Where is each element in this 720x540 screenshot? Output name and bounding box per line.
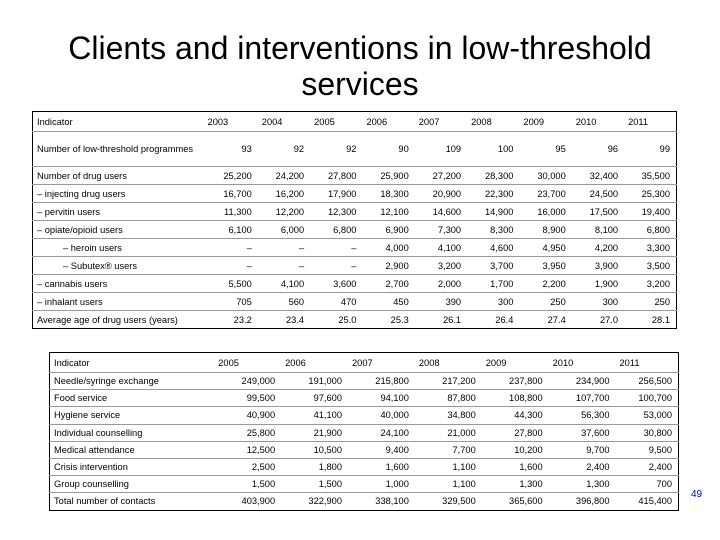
row-label: – cannabis users: [33, 275, 204, 293]
cell-value: 24,500: [572, 185, 624, 203]
header-year: 2011: [616, 353, 679, 373]
cell-value: 1,500: [281, 476, 348, 493]
table-row: [33, 293, 677, 311]
cell-value: 14,600: [415, 203, 467, 221]
header-row: [50, 353, 679, 373]
cell-value: 396,800: [575, 496, 610, 507]
cell-value: 6,800: [624, 221, 676, 239]
clients-table: [32, 111, 677, 329]
cell-value: 22,300: [467, 185, 519, 203]
header-row: [33, 112, 677, 132]
header-indicator: Indicator: [33, 112, 204, 132]
header-indicator: Indicator: [50, 353, 215, 373]
cell-value: 10,200: [482, 441, 549, 458]
row-label: Total number of contacts: [54, 496, 156, 507]
cell-value: 108,800: [482, 390, 549, 407]
cell-value: 6,900: [362, 221, 414, 239]
row-label: Medical attendance: [50, 441, 215, 458]
cell-value: 4,200: [572, 239, 624, 257]
cell-value: 17,500: [572, 203, 624, 221]
cell-value: 4,600: [467, 239, 519, 257]
cell-value: 53,000: [616, 407, 679, 424]
table-row: [33, 185, 677, 203]
row-label: Food service: [50, 390, 215, 407]
header-year: 2009: [519, 112, 571, 132]
cell-value: 14,900: [467, 203, 519, 221]
cell-value: 40,000: [348, 407, 415, 424]
cell-value: 23.2: [233, 314, 252, 325]
cell-value: 16,700: [204, 185, 258, 203]
cell-value: 8,100: [572, 221, 624, 239]
cell-value: 1,000: [348, 476, 415, 493]
cell-value: 100,700: [616, 390, 679, 407]
cell-value: 8,900: [519, 221, 571, 239]
cell-value: 23.4: [286, 314, 305, 325]
cell-value: 2,000: [415, 275, 467, 293]
cell-value: 21,000: [415, 424, 482, 441]
cell-value: 9,700: [549, 441, 616, 458]
table-row: [33, 167, 677, 185]
cell-value: 12,300: [310, 203, 362, 221]
row-label: Crisis intervention: [50, 458, 215, 475]
row-label: Needle/syringe exchange: [50, 373, 215, 390]
cell-value: 30,000: [519, 167, 571, 185]
table-row: [33, 221, 677, 239]
row-label: Average age of drug users (years): [37, 314, 178, 325]
cell-value: 1,100: [415, 458, 482, 475]
cell-value: 3,700: [467, 257, 519, 275]
table-row: [33, 203, 677, 221]
cell-value: 250: [519, 293, 571, 311]
cell-value: 365,600: [509, 496, 543, 507]
cell-value: 1,700: [467, 275, 519, 293]
cell-value: 2,700: [362, 275, 414, 293]
cell-value: 5,500: [204, 275, 258, 293]
cell-value: 6,800: [310, 221, 362, 239]
table-row: [50, 441, 679, 458]
cell-value: 6,100: [204, 221, 258, 239]
cell-value: 27,800: [482, 424, 549, 441]
table-row: [50, 373, 679, 390]
cell-value: 9,400: [348, 441, 415, 458]
cell-value: 23,700: [519, 185, 571, 203]
cell-value: 256,500: [616, 373, 679, 390]
table-row: [33, 239, 677, 257]
cell-value: 27.4: [547, 314, 566, 325]
cell-value: 450: [362, 293, 414, 311]
cell-value: 390: [415, 293, 467, 311]
interventions-table: [49, 352, 679, 511]
row-label: – opiate/opioid users: [33, 221, 204, 239]
cell-value: 10,500: [281, 441, 348, 458]
header-year: 2008: [415, 353, 482, 373]
table-row: [50, 390, 679, 407]
cell-value: 26.4: [495, 314, 514, 325]
cell-value: 21,900: [281, 424, 348, 441]
cell-value: 44,300: [482, 407, 549, 424]
table-row: [33, 311, 677, 329]
header-year: 2011: [624, 112, 676, 132]
cell-value: 700: [616, 476, 679, 493]
cell-value: 1,300: [482, 476, 549, 493]
row-label: Individual counselling: [50, 424, 215, 441]
header-year: 2007: [415, 112, 467, 132]
cell-value: 12,200: [258, 203, 310, 221]
row-label: Hygiene service: [50, 407, 215, 424]
cell-value: 1,300: [549, 476, 616, 493]
page-title: Clients and interventions in low-threshold services: [68, 30, 652, 102]
cell-value: 20,900: [415, 185, 467, 203]
cell-value: 24,200: [258, 167, 310, 185]
table-row: [50, 458, 679, 475]
header-year: 2009: [482, 353, 549, 373]
cell-value: 4,100: [415, 239, 467, 257]
cell-value: 329,500: [442, 496, 476, 507]
cell-value: 322,900: [308, 496, 343, 507]
cell-value: 300: [467, 293, 519, 311]
table-row: [50, 407, 679, 424]
cell-value: 2,900: [362, 257, 414, 275]
table-row: [33, 275, 677, 293]
cell-value: 18,300: [362, 185, 414, 203]
cell-value: 4,000: [362, 239, 414, 257]
cell-value: 56,300: [549, 407, 616, 424]
cell-value: 12,500: [214, 441, 281, 458]
header-year: 2005: [310, 112, 362, 132]
cell-value: 109: [415, 132, 467, 167]
cell-value: 41,100: [281, 407, 348, 424]
cell-value: 3,200: [415, 257, 467, 275]
cell-value: –: [258, 257, 310, 275]
table-row: [50, 493, 679, 510]
header-year: 2010: [549, 353, 616, 373]
cell-value: 95: [519, 132, 571, 167]
cell-value: 3,600: [310, 275, 362, 293]
cell-value: 96: [572, 132, 624, 167]
cell-value: 415,400: [638, 496, 672, 507]
row-label: Number of drug users: [33, 167, 204, 185]
header-year: 2005: [214, 353, 281, 373]
cell-value: –: [258, 239, 310, 257]
table-row: [33, 132, 677, 167]
cell-value: 40,900: [214, 407, 281, 424]
cell-value: 300: [572, 293, 624, 311]
cell-value: 7,300: [415, 221, 467, 239]
cell-value: 100: [467, 132, 519, 167]
cell-value: 3,950: [519, 257, 571, 275]
cell-value: 25,300: [624, 185, 676, 203]
cell-value: 191,000: [281, 373, 348, 390]
cell-value: 99: [624, 132, 676, 167]
cell-value: 30,800: [616, 424, 679, 441]
cell-value: 338,100: [375, 496, 409, 507]
header-year: 2010: [572, 112, 624, 132]
cell-value: 2,400: [616, 458, 679, 475]
cell-value: 99,500: [214, 390, 281, 407]
cell-value: 27,200: [415, 167, 467, 185]
cell-value: 12,100: [362, 203, 414, 221]
cell-value: 1,100: [415, 476, 482, 493]
table-row: [50, 476, 679, 493]
cell-value: 2,500: [214, 458, 281, 475]
row-label: – injecting drug users: [33, 185, 204, 203]
cell-value: 3,900: [572, 257, 624, 275]
cell-value: 1,800: [281, 458, 348, 475]
cell-value: 2,200: [519, 275, 571, 293]
cell-value: 250: [624, 293, 676, 311]
row-label: – heroin users: [33, 239, 204, 257]
cell-value: 7,700: [415, 441, 482, 458]
cell-value: 25,800: [214, 424, 281, 441]
cell-value: 25.3: [390, 314, 409, 325]
header-year: 2006: [281, 353, 348, 373]
cell-value: 94,100: [348, 390, 415, 407]
cell-value: 25.0: [338, 314, 357, 325]
cell-value: 11,300: [204, 203, 258, 221]
header-year: 2007: [348, 353, 415, 373]
cell-value: 34,800: [415, 407, 482, 424]
row-label: Number of low-threshold programmes: [33, 132, 204, 167]
cell-value: 1,600: [348, 458, 415, 475]
cell-value: 1,900: [572, 275, 624, 293]
table-row: [33, 257, 677, 275]
header-year: 2008: [467, 112, 519, 132]
cell-value: 249,000: [214, 373, 281, 390]
cell-value: 25,200: [204, 167, 258, 185]
row-label: – inhalant users: [33, 293, 204, 311]
cell-value: 32,400: [572, 167, 624, 185]
cell-value: 1,600: [482, 458, 549, 475]
cell-value: –: [204, 239, 258, 257]
cell-value: 6,000: [258, 221, 310, 239]
header-year: 2003: [204, 112, 258, 132]
cell-value: 2,400: [549, 458, 616, 475]
cell-value: 90: [362, 132, 414, 167]
cell-value: 25,900: [362, 167, 414, 185]
cell-value: 234,900: [549, 373, 616, 390]
cell-value: 560: [258, 293, 310, 311]
cell-value: 215,800: [348, 373, 415, 390]
cell-value: 24,100: [348, 424, 415, 441]
cell-value: 93: [204, 132, 258, 167]
cell-value: 9,500: [616, 441, 679, 458]
cell-value: –: [204, 257, 258, 275]
cell-value: 470: [310, 293, 362, 311]
cell-value: 92: [310, 132, 362, 167]
cell-value: 97,600: [281, 390, 348, 407]
cell-value: 35,500: [624, 167, 676, 185]
cell-value: 403,900: [241, 496, 276, 507]
row-label: Group counselling: [50, 476, 215, 493]
cell-value: 27,800: [310, 167, 362, 185]
cell-value: 17,900: [310, 185, 362, 203]
cell-value: 8,300: [467, 221, 519, 239]
cell-value: 28,300: [467, 167, 519, 185]
cell-value: 87,800: [415, 390, 482, 407]
cell-value: 3,300: [624, 239, 676, 257]
cell-value: 28.1: [651, 314, 670, 325]
table-row: [50, 424, 679, 441]
cell-value: 37,600: [549, 424, 616, 441]
cell-value: 3,500: [624, 257, 676, 275]
cell-value: 4,100: [258, 275, 310, 293]
cell-value: 237,800: [482, 373, 549, 390]
header-year: 2004: [258, 112, 310, 132]
header-year: 2006: [362, 112, 414, 132]
page-number: 49: [691, 489, 703, 500]
cell-value: 92: [258, 132, 310, 167]
cell-value: 217,200: [415, 373, 482, 390]
cell-value: 4,950: [519, 239, 571, 257]
cell-value: 27.0: [599, 314, 619, 325]
cell-value: 16,200: [258, 185, 310, 203]
cell-value: 19,400: [624, 203, 676, 221]
cell-value: 107,700: [549, 390, 616, 407]
cell-value: 1,500: [214, 476, 281, 493]
cell-value: 3,200: [624, 275, 676, 293]
cell-value: 16,000: [519, 203, 571, 221]
cell-value: 26.1: [442, 314, 462, 325]
row-label: – Subutex® users: [33, 257, 204, 275]
cell-value: 705: [204, 293, 258, 311]
row-label: – pervitin users: [33, 203, 204, 221]
cell-value: –: [310, 257, 362, 275]
cell-value: –: [310, 239, 362, 257]
